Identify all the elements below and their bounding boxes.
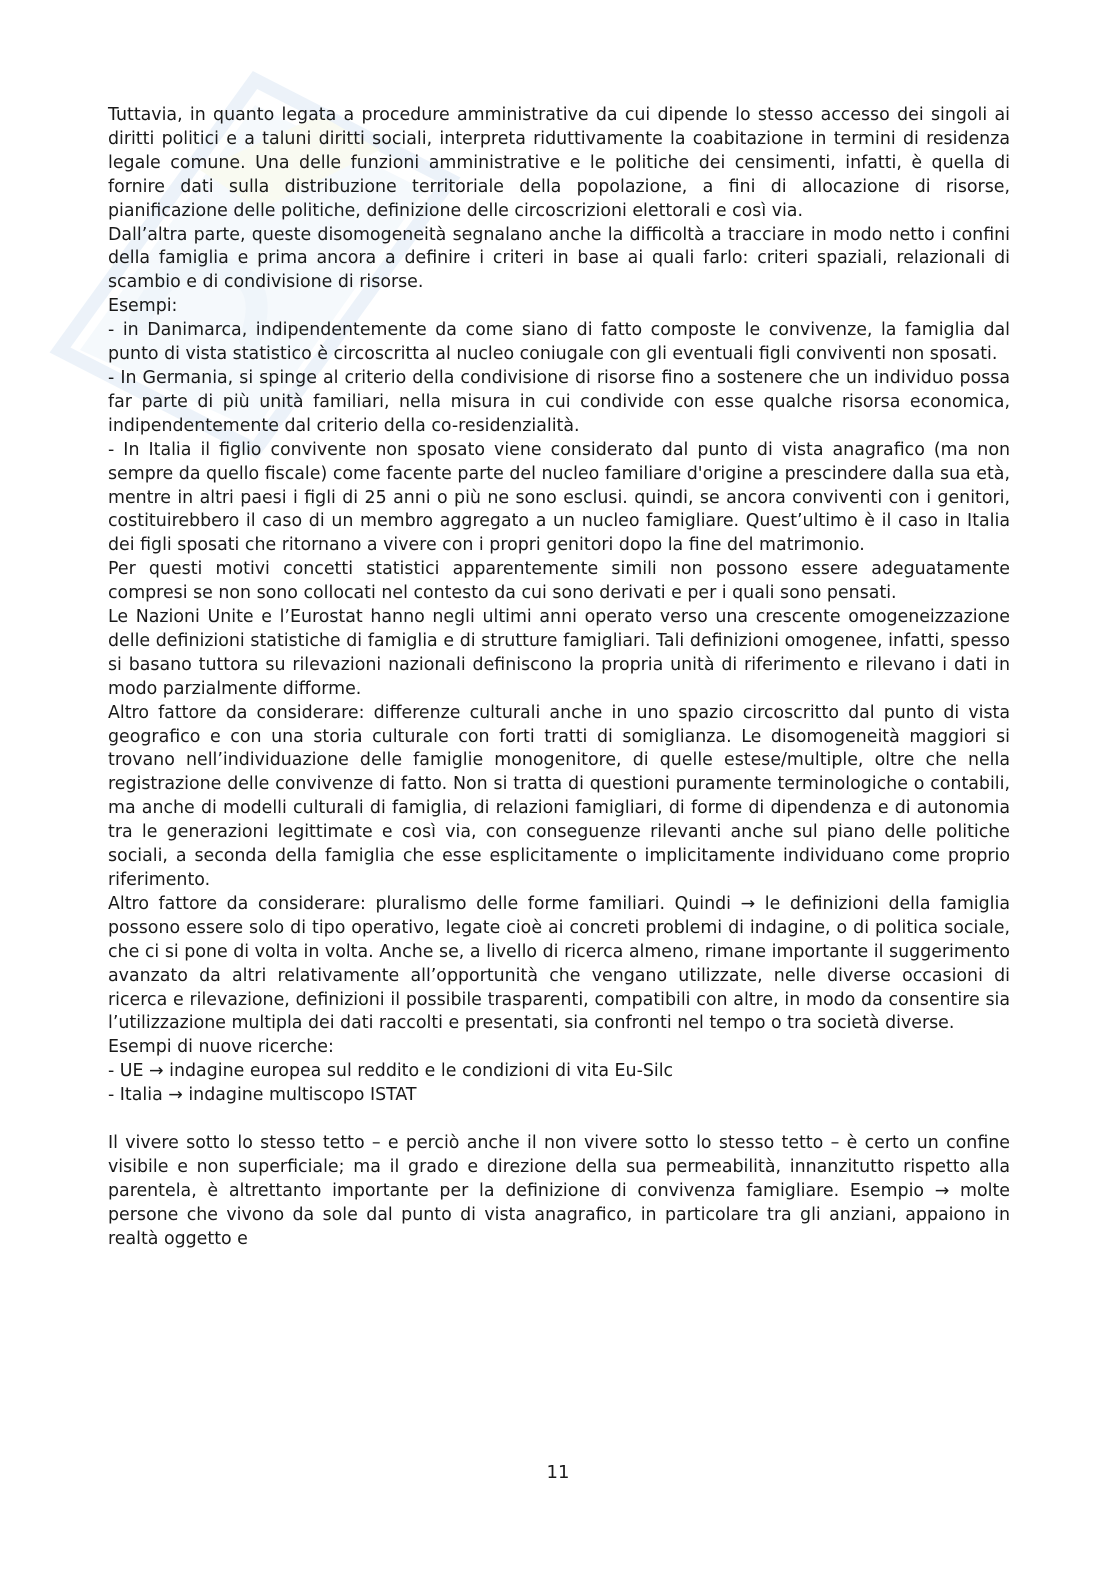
example-germany: - In Germania, si spinge al criterio della condivisione di risorse fino a sostenere che un individuo possa far parte di più unità familiari, nella misura in cui condivide con esse qualche risorsa economica, indipendentemente dal criterio della co-residenzialità. [108,367,1010,436]
paragraph-same-roof: Il vivere sotto lo stesso tetto – e perciò anche il non vivere sotto lo stesso tetto – è certo un confine visibile e non superficiale; ma il grado e direzione della sua permeabilità, innanzitutto rispetto alla parentela, è altrettanto importante per la definizione di convivenza famigliare. Esempio → molte persone che vivono da sole dal punto di vista anagrafico, in particolare tra gli anziani, appaiono in realtà oggetto e [108,1133,1010,1249]
paragraph-cultural-differences: Altro fattore da considerare: differenze culturali anche in uno spazio circoscritto dal punto di vista geografico e con una storia culturale con forti tratti di somiglianza. Le disomogeneità maggiori si trovano nell’individuazione delle famiglie monogenitore, di quelle estese/multiple, oltre che nella registrazione delle convivenze di fatto. Non si tratta di questioni puramente terminologiche o contabili, ma anche di modelli culturali di famiglia, di relazioni famigliari, di forme di dipendenza e di autonomia tra le generazioni legittimate e così via, con conseguenze rilevanti anche sul piano delle politiche sociali, a seconda della famiglia che esse esplicitamente o implicitamente individuano come proprio riferimento. [108,702,1010,890]
paragraph-istat-residence: Tuttavia, in quanto legata a procedure amministrative da cui dipende lo stesso accesso dei singoli ai diritti politici e a taluni diritti sociali, interpreta riduttivamente la coabitazione in termini di residenza legale comune. Una delle funzioni amministrative e le politiche dei censimenti, infatti, è quella di fornire dati sulla distribuzione territoriale della popolazione, a fini di allocazione di risorse, pianificazione delle politiche, definizione delle circoscrizioni elettorali e così via. [108,105,1010,221]
research-istat: - Italia → indagine multiscopo ISTAT [108,1085,417,1106]
new-research-heading: Esempi di nuove ricerche: [108,1037,334,1058]
paragraph-statistical-concepts: Per questi motivi concetti statistici apparentemente simili non possono essere adeguatamente compresi se non sono collocati nel contesto da cui sono derivati e per i quali sono pensati. [108,559,1010,604]
example-italy: - In Italia il figlio convivente non sposato viene considerato dal punto di vista anagrafico (ma non sempre da quello fiscale) come facente parte del nucleo familiare d'origine a prescindere dalla sua età, mentre in altri paesi i figli di 25 anni o più ne sono esclusi. quindi, se ancora conviventi con i genitori, costituirebbero il caso di un membro aggregato a un nucleo famigliare. Quest’ultimo è il caso in Italia dei figli sposati che ritornano a vivere con i propri genitori dopo la fine del matrimonio. [108,439,1010,556]
example-denmark: - in Danimarca, indipendentemente da come siano di fatto composte le convivenze, la famiglia dal punto di vista statistico è circoscritta al nucleo coniugale con gli eventuali figli conviventi non sposati. [108,320,1010,365]
paragraph-un-eurostat: Le Nazioni Unite e l’Eurostat hanno negli ultimi anni operato verso una crescente omogeneizzazione delle definizioni statistiche di famiglia e di strutture famigliari. Tali definizioni omogenee, infatti, spesso si basano tuttora su rilevazioni nazionali definiscono la propria unità di riferimento e rilevano i dati in modo parzialmente difforme. [108,607,1010,699]
examples-heading: Esempi: [108,296,178,317]
body-text [108,104,1010,1252]
research-eu-silc: - UE → indagine europea sul reddito e le condizioni di vita Eu-Silc [108,1061,674,1082]
paragraph-boundaries: Dall’altra parte, queste disomogeneità segnalano anche la difficoltà a tracciare in modo netto i confini della famiglia e prima ancora a definire i criteri in base ai quali farlo: criteri spaziali, relazionali di scambio e di condivisione di risorse. [108,224,1010,293]
paragraph-spacer [108,1108,1010,1132]
page-number: 11 [546,1462,570,1483]
paragraph-family-pluralism: Altro fattore da considerare: pluralismo delle forme familiari. Quindi → le definizioni della famiglia possono essere solo di tipo operativo, legate cioè ai concreti problemi di indagine, o di politica sociale, che ci si pone di volta in volta. Anche se, a livello di ricerca almeno, rimane importante il suggerimento avanzato da altri relativamente all’opportunità che vengano utilizzate, nelle diverse occasioni di ricerca e rilevazione, definizioni il possibile trasparenti, compatibili con altre, in modo da consentire sia l’utilizzazione multipla dei dati raccolti e presentati, sia confronti nel tempo o tra società diverse. [108,893,1010,1034]
